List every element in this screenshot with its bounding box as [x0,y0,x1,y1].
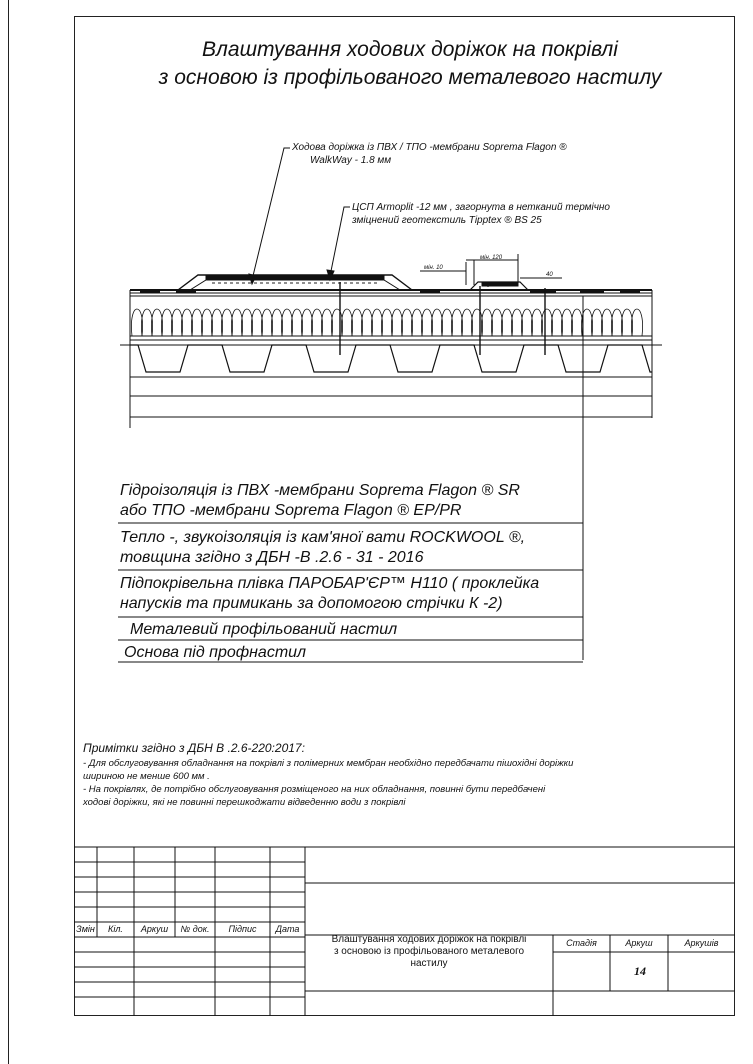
walkway-callout-line1: Ходова доріжка із ПВХ / ТПО -мембрани Soprema Flagon ® [292,142,567,153]
csp-leader [330,207,350,276]
stamp-title-line1: Влаштування ходових доріжок на покрівлі [331,934,527,945]
csp-callout-line2: зміцнений геотекстиль Tipptex ® BS 25 [352,215,542,226]
layer-insulation-line1: Тепло -, звукоізоляція із кам'яної вати ROCKWOOL ®, [120,529,526,546]
stamp-sheet-number: 14 [634,964,646,978]
drawing-title-line2: з основою із профільованого металевого настилу [158,66,662,89]
note-2a: - На покрівлях, де потрібно обслуговування розміщеного на них обладнання, повинні бути передбачені [83,784,546,795]
layer-deck: Металевий профільований настил [130,621,398,638]
stamp-ndok: № док. [180,924,210,934]
layer-insulation-line2: товщина згідно з ДБН -В .2.6 - 31 - 2016 [120,549,424,566]
dimension-min120: мін. 120 [480,255,503,261]
notes-title: Примітки згідно з ДБН В .2.6-220:2017: [83,741,305,755]
stamp-arkush2: Аркуш [625,938,653,948]
stamp-arkush: Аркуш [140,924,169,934]
stamp-title [306,934,552,970]
layer-vapour-line1: Підпокрівельна плівка ПАРОБАР'ЄР™ H110 ( проклейка [120,575,540,592]
dimension-40: 40 [546,272,553,278]
stamp-zmin: Змін [76,924,95,934]
csp-callout-line1: ЦСП Armoplit -12 мм , загорнута в нетканий термічно [352,202,610,213]
layer-vapour-line2: напусків та примикань за допомогою стрічки К -2) [120,595,503,612]
note-2b: ходові доріжки, які не повинні перешкоджати відведенню води з покрівлі [83,797,406,808]
layer-base: Основа під профнастил [124,644,307,661]
stamp-stadia: Стадія [566,938,597,948]
stamp-data: Дата [275,924,300,934]
dimension-min10: мін. 10 [424,265,443,271]
layer-waterproofing-line1: Гідроізоляція із ПВХ -мембрани Soprema Flagon ® SR [120,482,520,499]
note-1a: - Для обслуговування обладнання на покрівлі з полімерних мембран необхідно передбачати пішохідні доріжки [83,758,574,769]
drawing-title-line1: Влаштування ходових доріжок на покрівлі [202,38,618,61]
walkway-leader [252,148,290,280]
stamp-pidpys: Підпис [228,924,257,934]
note-1b: шириною не менше 600 мм . [83,771,210,782]
stamp-kil: Кіл. [108,924,123,934]
stamp-arkushiv: Аркушів [684,938,719,948]
layer-waterproofing-line2: або ТПО -мембрани Soprema Flagon ® EP/PR [120,502,462,519]
stamp-title-line2: з основою із профільованого металевого [333,946,525,957]
stamp-title-line3: настилу [410,958,448,969]
walkway-callout-line2: WalkWay - 1.8 мм [310,155,392,166]
